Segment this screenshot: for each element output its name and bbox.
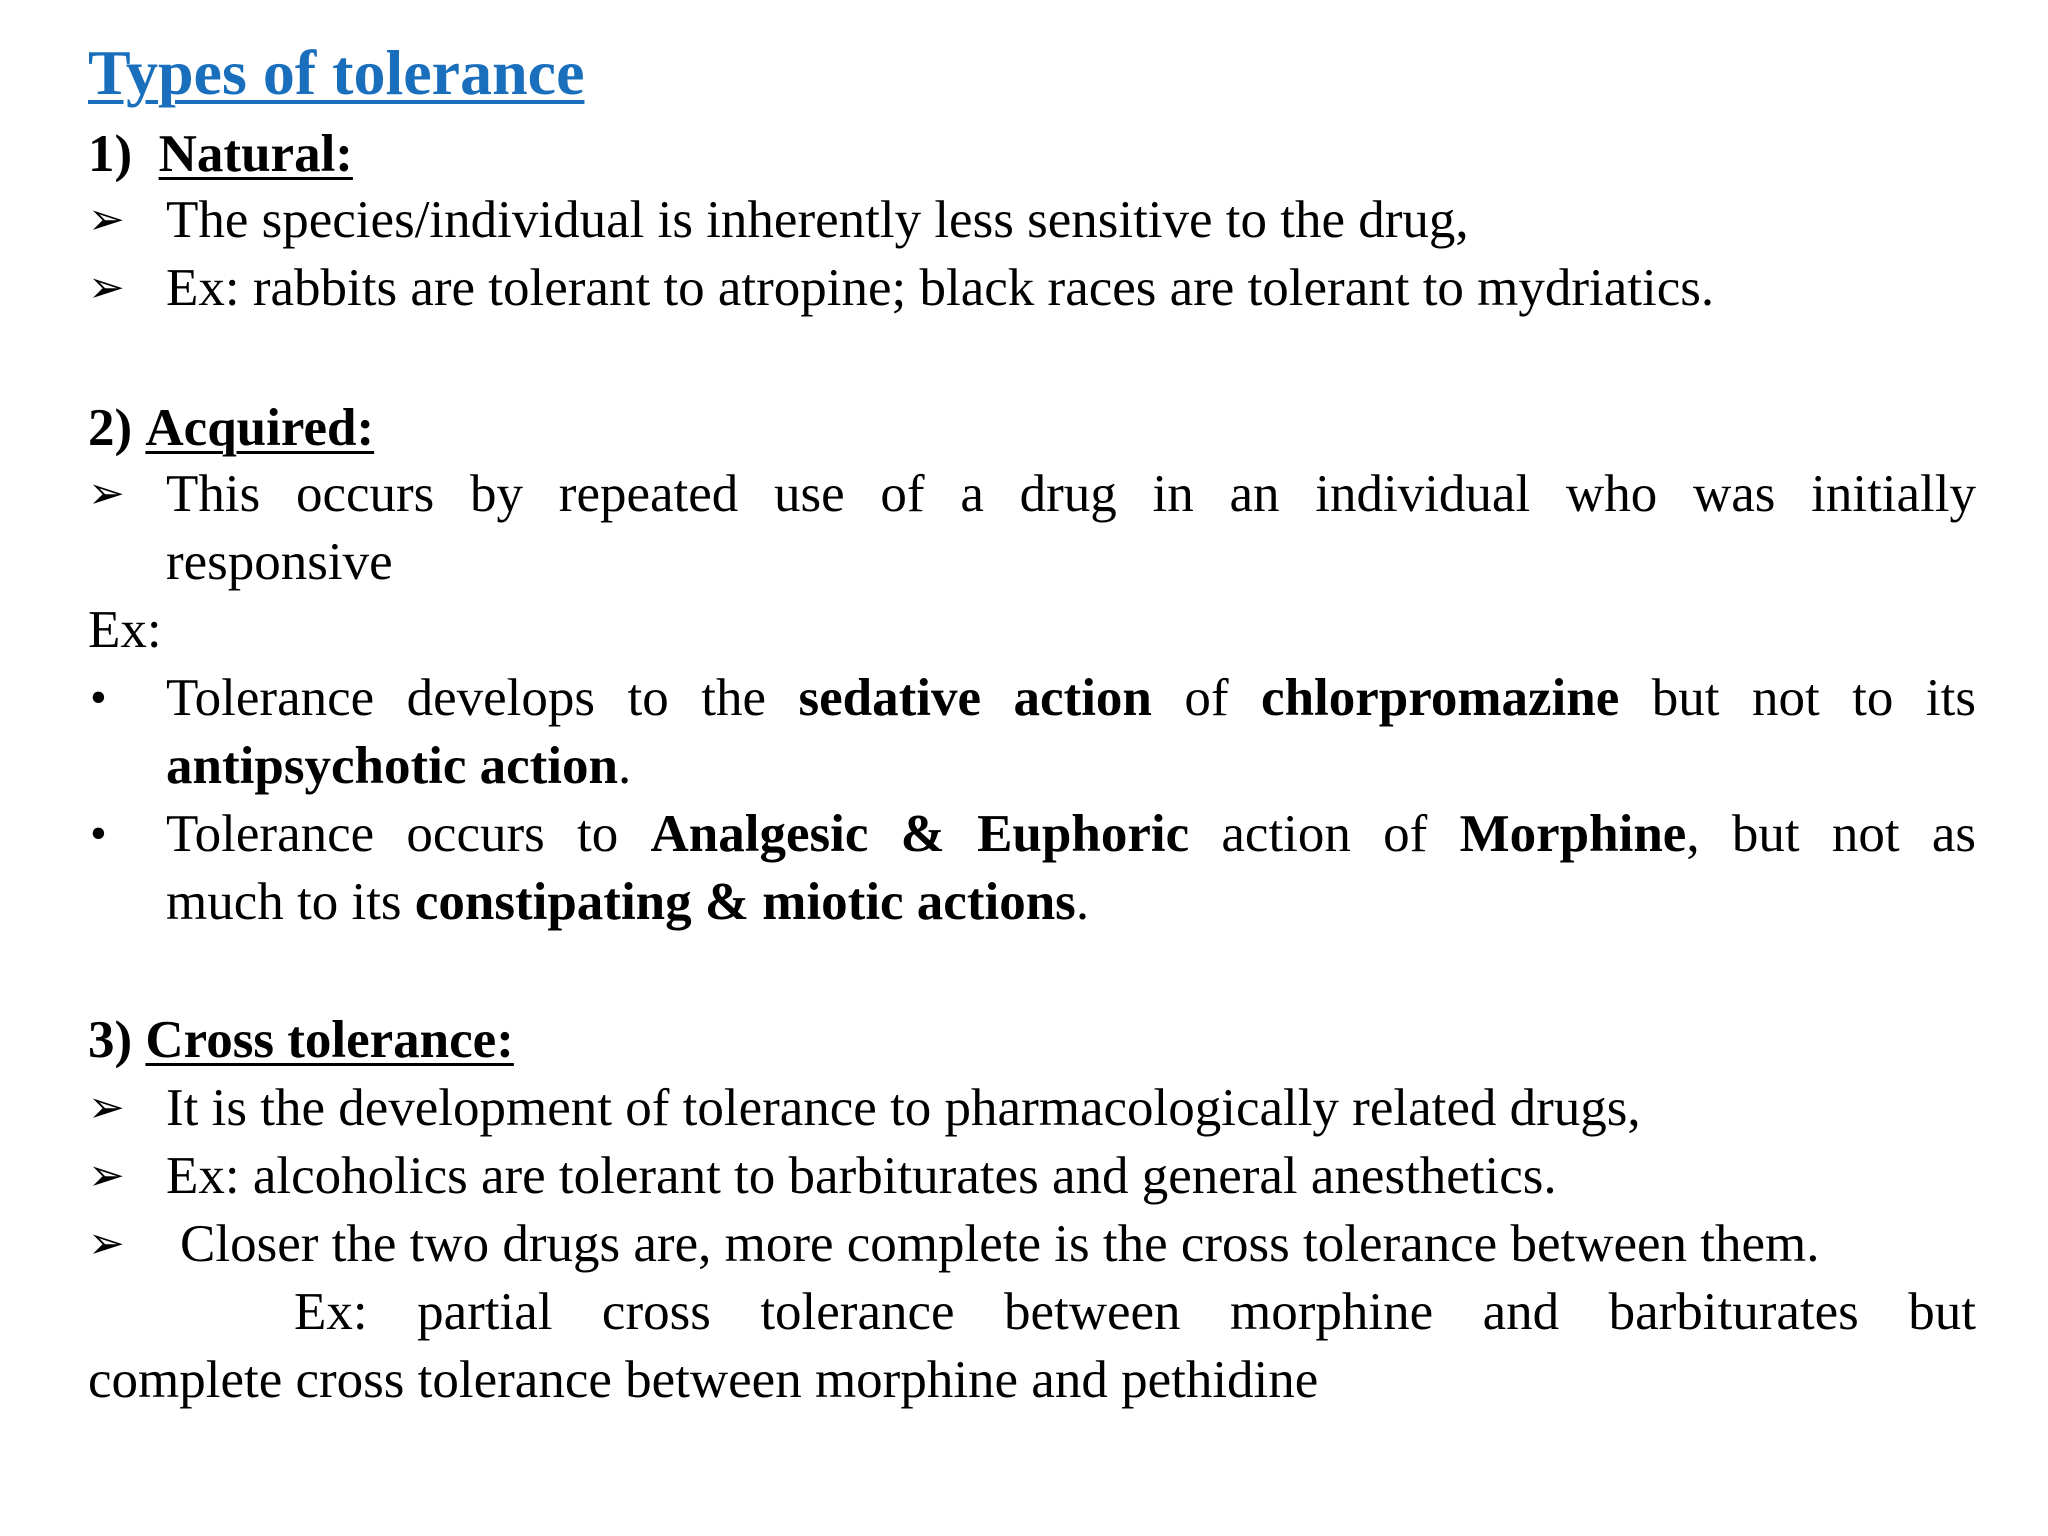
text-run: Tolerance occurs to (166, 805, 651, 863)
section-title: Cross tolerance: (145, 1011, 514, 1069)
text-run: of (1151, 669, 1262, 727)
list-item: It is the development of tolerance to pharmacologically related drugs, (166, 1079, 1641, 1137)
list-item: Ex: rabbits are tolerant to atropine; black races are tolerant to mydriatics. (166, 259, 1715, 317)
bullet-item-line (166, 664, 1976, 732)
bold-term: Analgesic & Euphoric (650, 805, 1190, 863)
text-run: Tolerance develops to the (166, 669, 799, 727)
section-heading-cross-tolerance (88, 1006, 514, 1074)
bold-term: Morphine (1459, 805, 1687, 863)
arrow-bullet-icon: ➢ (88, 1083, 125, 1132)
text-run: but not to its (1619, 669, 1976, 727)
arrow-bullet-icon: ➢ (88, 263, 125, 312)
bold-term: chlorpromazine (1261, 669, 1620, 727)
example-line: complete cross tolerance between morphine and pethidine (88, 1351, 1319, 1409)
arrow-bullet-icon: ➢ (88, 469, 125, 518)
list-item-line: responsive (166, 533, 393, 591)
bold-term: sedative action (798, 669, 1152, 727)
bullet-icon: • (90, 671, 107, 724)
bold-term: antipsychotic action (166, 737, 618, 795)
section-heading-acquired (88, 394, 374, 462)
text-run: . (1075, 873, 1090, 931)
text-run: action of (1189, 805, 1460, 863)
bullet-item-line (166, 868, 1089, 936)
list-item-line: This occurs by repeated use of a drug in an individual who was initially (166, 465, 1976, 523)
arrow-bullet-icon: ➢ (88, 1219, 125, 1268)
section-title: Natural: (158, 125, 353, 183)
bullet-icon: • (90, 807, 107, 860)
section-number: 3) (88, 1011, 133, 1069)
text-run: . (617, 737, 632, 795)
arrow-bullet-icon: ➢ (88, 195, 125, 244)
bullet-item-line (166, 732, 631, 800)
section-heading-natural (88, 120, 353, 188)
list-item: Closer the two drugs are, more complete is the cross tolerance between them. (180, 1215, 1820, 1273)
page-title: Types of tolerance (88, 37, 585, 108)
bold-term: constipating & miotic actions (414, 873, 1076, 931)
bullet-item-line (166, 800, 1976, 868)
section-number: 2) (88, 399, 133, 457)
text-run: much to its (166, 873, 415, 931)
example-label: Ex: (88, 601, 162, 659)
section-title: Acquired: (145, 399, 375, 457)
example-line: Ex: partial cross tolerance between morphine and barbiturates but (294, 1283, 1976, 1341)
list-item: The species/individual is inherently less sensitive to the drug, (166, 191, 1469, 249)
list-item: Ex: alcoholics are tolerant to barbiturates and general anesthetics. (166, 1147, 1557, 1205)
arrow-bullet-icon: ➢ (88, 1151, 125, 1200)
text-run: , but not as (1686, 805, 1977, 863)
section-number: 1) (88, 125, 133, 183)
